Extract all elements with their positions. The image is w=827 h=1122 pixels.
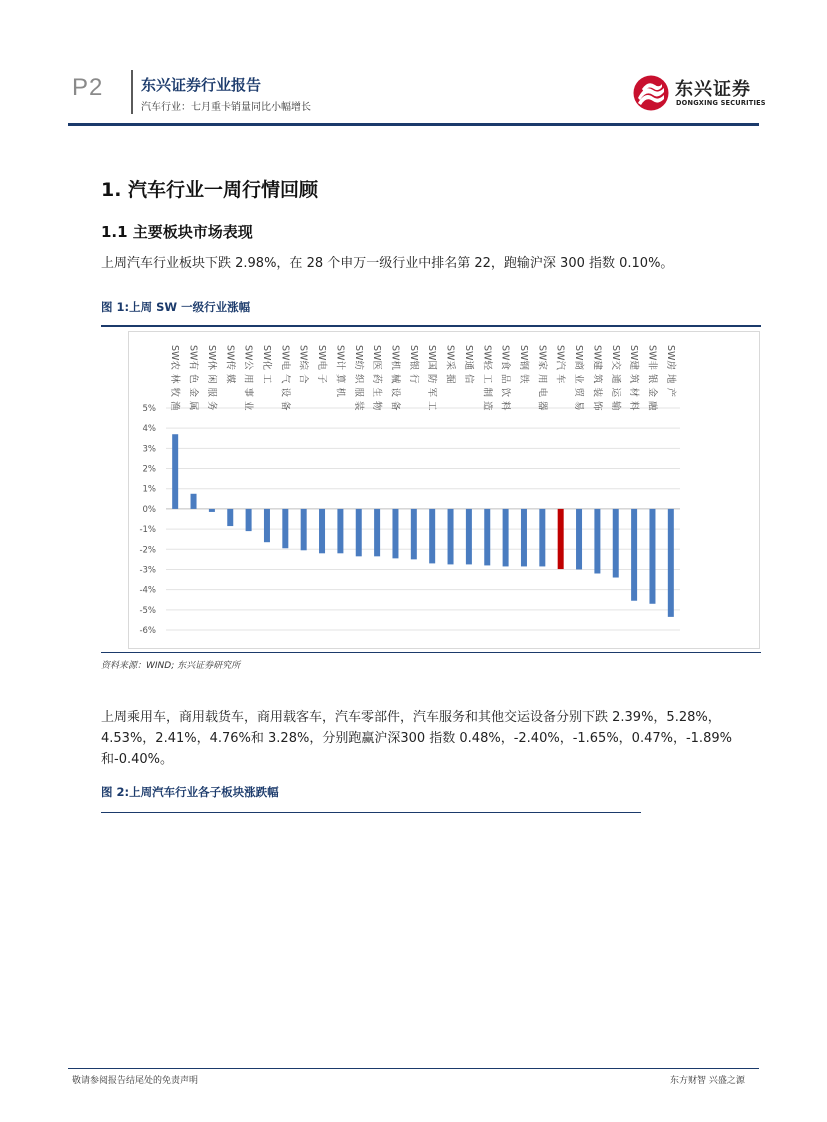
category-label: SW国防军工	[426, 345, 438, 415]
bar-SW汽车	[558, 509, 564, 569]
bar-SW公用事业	[246, 509, 252, 531]
bar-SW休闲服务	[209, 509, 215, 512]
category-label: SW电气设备	[279, 345, 291, 415]
logo-text-cn: 东兴证券	[675, 79, 751, 100]
logo-text-en: DONGXING SECURITIES	[676, 99, 766, 107]
category-label: SW电子	[316, 345, 328, 388]
header-rule	[68, 123, 759, 126]
y-tick-label: 3%	[142, 444, 156, 455]
subsection-heading: 1.1 主要板块市场表现	[101, 223, 253, 241]
bar-SW银行	[411, 509, 417, 559]
category-label: SW纺织服装	[352, 345, 364, 415]
category-label: SW家用电器	[536, 345, 548, 415]
y-tick-label: -2%	[139, 545, 156, 556]
category-label: SW有色金属	[187, 345, 199, 415]
bar-SW通信	[466, 509, 472, 564]
figure-1-top-rule	[101, 325, 761, 327]
y-tick-label: -4%	[139, 585, 156, 596]
bar-SW家用电器	[539, 509, 545, 567]
bar-SW农林牧渔	[172, 434, 178, 509]
category-label: SW房地产	[664, 345, 676, 401]
bar-SW钢铁	[521, 509, 527, 567]
category-label: SW汽车	[554, 345, 566, 388]
y-tick-label: 4%	[142, 424, 156, 435]
bar-SW有色金属	[191, 494, 197, 509]
category-label: SW银行	[407, 345, 419, 388]
category-label: SW商业贸易	[573, 345, 585, 415]
category-label: SW食品饮料	[499, 345, 511, 415]
bar-SW商业贸易	[576, 509, 582, 570]
category-label: SW通信	[462, 345, 474, 388]
bar-SW医药生物	[374, 509, 380, 556]
footer-disclaimer: 敬请参阅报告结尾处的免责声明	[72, 1076, 199, 1086]
category-label: SW钢铁	[517, 345, 529, 388]
footer-rule	[68, 1068, 759, 1069]
bar-SW建筑装饰	[594, 509, 600, 574]
report-title: 东兴证券行业报告	[141, 76, 262, 94]
y-tick-label: -1%	[139, 525, 156, 536]
figure-1-source: 资料来源：WIND; 东兴证券研究所	[101, 661, 241, 671]
figure-2-caption: 图 2:上周汽车行业各子板块涨跌幅	[101, 785, 279, 799]
category-label: SW休闲服务	[205, 345, 217, 415]
y-tick-label: 2%	[142, 464, 156, 475]
bar-SW传媒	[227, 509, 233, 526]
page-number: P2	[72, 74, 104, 101]
bar-SW轻工制造	[484, 509, 490, 566]
bar-SW计算机	[337, 509, 343, 553]
bar-SW非银金融	[649, 509, 655, 604]
category-label: SW计算机	[334, 345, 346, 401]
bar-SW化工	[264, 509, 270, 542]
y-tick-label: 0%	[142, 504, 156, 515]
sw-industry-bar-chart	[128, 331, 760, 649]
bar-SW食品饮料	[503, 509, 509, 567]
section-heading: 1. 汽车行业一周行情回顾	[101, 179, 319, 201]
category-label: SW建筑装饰	[591, 345, 603, 415]
category-label: SW采掘	[444, 345, 456, 388]
category-label: SW公用事业	[242, 345, 254, 415]
y-tick-label: -3%	[139, 565, 156, 576]
bar-SW纺织服装	[356, 509, 362, 556]
category-label: SW轻工制造	[481, 345, 493, 415]
category-label: SW交通运输	[609, 345, 621, 415]
y-tick-label: 5%	[142, 404, 156, 414]
category-label: SW非银金融	[646, 345, 658, 415]
bar-SW采掘	[448, 509, 454, 564]
y-tick-label: -6%	[139, 626, 156, 636]
category-label: SW综合	[297, 345, 309, 388]
report-subtitle: 汽车行业：七月重卡销量同比小幅增长	[141, 102, 311, 113]
figure-1-caption: 图 1:上周 SW 一级行业涨幅	[101, 300, 251, 314]
category-label: SW农林牧渔	[169, 345, 181, 415]
summary-paragraph: 上周汽车行业板块下跌 2.98%，在 28 个申万一级行业中排名第 22，跑输沪深 300 指数 0.10%。	[101, 256, 674, 271]
subsector-paragraph: 上周乘用车，商用载货车，商用载客车，汽车零部件，汽车服务和其他交运设备分别下跌 2.39%，5.28%，4.53%，2.41%，4.76%和 3.28%，分别跑赢沪深300 指数 0.48%，-2.40%，-1.65%，0.47%，-1.89%和-0.40%。	[101, 710, 732, 767]
category-label: SW建筑材料	[628, 345, 640, 415]
category-label: SW传媒	[224, 345, 236, 388]
category-label: SW医药生物	[371, 345, 383, 415]
header-divider	[131, 70, 133, 114]
y-tick-label: 1%	[142, 484, 156, 495]
bar-SW电子	[319, 509, 325, 553]
bar-SW建筑材料	[631, 509, 637, 601]
bar-SW电气设备	[282, 509, 288, 548]
category-label: SW机械设备	[389, 345, 401, 415]
figure-2-top-rule	[101, 812, 641, 813]
y-tick-label: -5%	[139, 605, 156, 616]
footer-slogan: 东方财智 兴盛之源	[670, 1076, 745, 1086]
category-label: SW化工	[260, 345, 272, 388]
figure-1-bottom-rule	[101, 652, 761, 653]
bar-SW国防军工	[429, 509, 435, 563]
bar-SW机械设备	[392, 509, 398, 558]
bar-SW交通运输	[613, 509, 619, 578]
bar-SW综合	[301, 509, 307, 550]
bar-SW房地产	[668, 509, 674, 617]
